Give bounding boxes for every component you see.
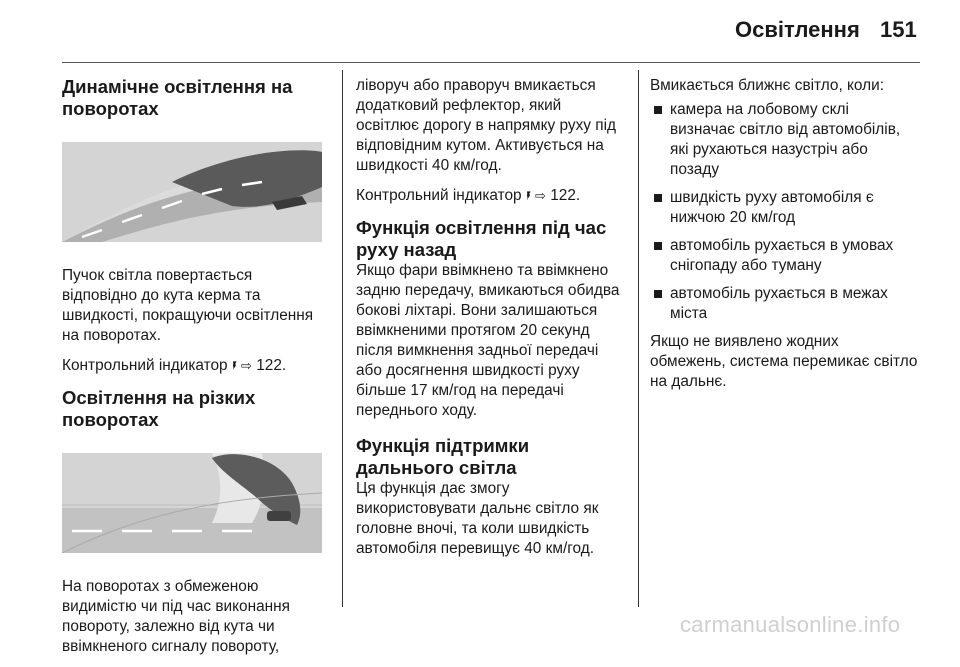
header-divider bbox=[62, 62, 920, 63]
page-number: 151 bbox=[880, 17, 917, 42]
section-heading-dynamic-cornering: Динамічне освітлення на поворотах bbox=[62, 76, 293, 119]
paragraph-reverse-lighting: Якщо фари ввімкнено та ввімкнено задню передачу, вмикаються обидва бокові ліхтарі. Вони залишаються ввімкненими протягом 20 секунд після вимкнення задньої передачі або досягнення швидкості руху більше 17 км/год на передачі переднього ходу. bbox=[356, 262, 620, 419]
section-heading-sharp-turns: Освітлення на різких поворотах bbox=[62, 387, 256, 430]
low-beam-conditions-intro: Вмикається ближнє світло, коли: bbox=[650, 77, 885, 94]
paragraph-sharp-turns: На поворотах з обмеженою видимістю чи під час виконання повороту, залежно від кута чи ввімкненого сигналу повороту, bbox=[62, 578, 290, 655]
column-2 bbox=[356, 76, 624, 569]
list-item: автомобіль рухається в межах міста bbox=[650, 284, 918, 324]
bullet-square-icon bbox=[654, 242, 662, 250]
paragraph-cornering-reflector: ліворуч або праворуч вмикається додатковий рефлектор, який освітлює дорогу в напрямку руху під відповідним кутом. Активується на швидкості 40 км/год. bbox=[356, 77, 616, 174]
paragraph-dynamic-cornering: Пучок світла повертається відповідно до кута керма та швидкості, покращуючи освітлення на поворотах. bbox=[62, 267, 314, 344]
list-item: автомобіль рухається в умовах снігопаду або туману bbox=[650, 236, 918, 276]
column-3 bbox=[650, 76, 918, 402]
watermark: carmanualsonline.info bbox=[680, 612, 901, 637]
dynamic-cornering-illustration bbox=[62, 142, 322, 242]
column-divider-1 bbox=[342, 70, 343, 607]
indicator-lamp-icon: 🖡 bbox=[525, 189, 531, 204]
list-item: камера на лобовому склі визначає світло від автомобілів, які рухаються назустріч або позаду bbox=[650, 100, 918, 180]
indicator-lamp-icon: 🖡 bbox=[231, 359, 237, 374]
list-item: швидкість руху автомобіля є нижчою 20 км/год bbox=[650, 188, 918, 228]
section-heading-reverse-lighting: Функція освітлення під час руху назад bbox=[356, 217, 607, 260]
page-header-title: Освітлення bbox=[735, 17, 860, 42]
bullet-square-icon bbox=[654, 194, 662, 202]
column-1 bbox=[62, 76, 330, 667]
page-ref-arrow-icon: ⇨ bbox=[535, 189, 546, 204]
bullet-square-icon bbox=[654, 290, 662, 298]
indicator-reference-1: Контрольний індикатор 🖡 ⇨ 122. bbox=[62, 357, 287, 374]
section-heading-high-beam-assist: Функція підтримки дальнього світла bbox=[356, 435, 530, 478]
indicator-reference-2: Контрольний індикатор 🖡 ⇨ 122. bbox=[356, 187, 581, 204]
sharp-turn-illustration bbox=[62, 453, 322, 553]
paragraph-high-beam-switch: Якщо не виявлено жодних обмежень, система перемикає світло на дальнє. bbox=[650, 333, 918, 390]
page-ref-arrow-icon: ⇨ bbox=[241, 359, 252, 374]
bullet-square-icon bbox=[654, 106, 662, 114]
low-beam-conditions-list bbox=[650, 100, 918, 324]
column-divider-2 bbox=[638, 70, 639, 607]
paragraph-high-beam-assist: Ця функція дає змогу використовувати дальнє світло як головне вночі, та коли швидкість автомобіля перевищує 40 км/год. bbox=[356, 480, 599, 557]
